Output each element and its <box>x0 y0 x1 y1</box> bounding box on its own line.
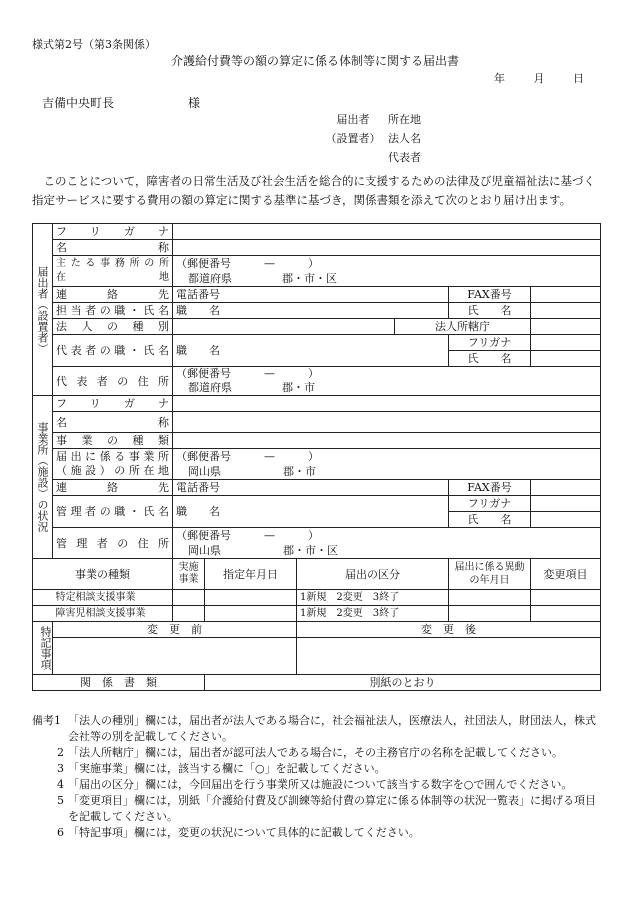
fax-label: FAX番号 <box>449 287 531 303</box>
facility-address-label: 届出に係る事業所 （施設）の所在地 <box>53 449 173 480</box>
applicant-label: 届出者 <box>336 113 370 126</box>
staff-label: 担当者の職・氏名 <box>53 303 173 319</box>
corp-type-label: 法人の種別 <box>53 319 173 335</box>
facility-furigana-label: フリガナ <box>53 396 173 412</box>
applicant-label-sub: （設置者） <box>325 132 381 145</box>
rep-furigana-field[interactable] <box>531 335 601 351</box>
row-division-options[interactable]: 1新規 2変更 3終了 <box>297 590 449 606</box>
note-item: 3 「実施事業」欄には，該当する欄に「○」を記載してください。 <box>57 762 386 775</box>
manager-label: 管理者の職・氏名 <box>53 496 173 528</box>
th-division: 届出の区分 <box>297 559 449 590</box>
facility-name-field[interactable] <box>173 412 601 433</box>
change-after-field[interactable] <box>297 638 601 675</box>
row-change-item-field[interactable] <box>531 590 601 606</box>
row-business-type: 障害児相談支援事業 <box>53 606 173 622</box>
manager-furigana-label: フリガナ <box>449 496 531 512</box>
form-number: 様式第2号（第3条関係） <box>32 38 156 51</box>
note-item: 備考1 「法人の種別」欄には，届出者が法人である場合に，社会福祉法人，医療法人，社団法人，財団法人，株式会社等の別を記載してください。 <box>32 714 596 743</box>
facility-phone-field[interactable]: 電話番号 <box>173 480 449 496</box>
manager-name-field[interactable] <box>531 512 601 528</box>
facility-contact-label: 連絡先 <box>53 480 173 496</box>
row-business-type: 特定相談支援事業 <box>53 590 173 606</box>
rep-address-label: 代表者の住所 <box>53 367 173 396</box>
addressee-name: 吉備中央町長 <box>42 96 115 110</box>
facility-postal[interactable]: （郵便番号 — ） <box>173 449 601 465</box>
change-after-label: 変 更 後 <box>297 622 601 638</box>
furigana-field[interactable] <box>173 224 601 240</box>
name-label: 名称 <box>53 240 173 256</box>
change-before-label: 変 更 前 <box>53 622 297 638</box>
note-item: 4 「届出の区分」欄には，今回届出を行う事業所又は施設について該当する数字を○で囲んでください。 <box>57 778 573 791</box>
related-docs-label: 関 係 書 類 <box>33 675 205 691</box>
rep-address-field[interactable]: （郵便番号 — ） 都道府県 郡・市 <box>173 367 601 396</box>
row-change-date-field[interactable] <box>449 606 531 622</box>
row-change-item-field[interactable] <box>531 606 601 622</box>
staff-name-label: 氏 名 <box>449 303 531 319</box>
date-day-label: 日 <box>573 72 584 85</box>
corp-office-label: 法人所轄庁 <box>395 319 531 335</box>
staff-name-field[interactable] <box>531 303 601 319</box>
facility-name-label: 名称 <box>53 412 173 433</box>
rep-position-field[interactable]: 職 名 <box>173 335 449 367</box>
intro-text: このことについて，障害者の日常生活及び社会生活を総合的に支援するための法律及び児童福祉法に基づく指定サービスに要する費用の額の算定に関する基準に基づき，関係書類を添えて次のとおり届け出ます。 <box>32 174 596 207</box>
contact-label: 連絡先 <box>53 287 173 303</box>
note-item: 6 「特記事項」欄には，変更の状況について具体的に記載してください。 <box>57 826 420 839</box>
change-before-field[interactable] <box>53 638 297 675</box>
notes-section <box>32 713 602 841</box>
date-year-label: 年 <box>494 72 505 85</box>
applicant-corp-label: 法人名 <box>388 132 421 145</box>
table-row <box>33 590 601 606</box>
furigana-label: フリガナ <box>53 224 173 240</box>
manager-position-field[interactable]: 職 名 <box>173 496 449 528</box>
addressee <box>42 94 200 111</box>
row-change-date-field[interactable] <box>449 590 531 606</box>
staff-position-field[interactable]: 職 名 <box>173 303 449 319</box>
related-docs-value: 別紙のとおり <box>205 675 601 691</box>
applicant-address-label: 所在地 <box>388 113 421 126</box>
th-designation-date: 指定年月日 <box>205 559 297 590</box>
manager-address-label: 管理者の住所 <box>53 528 173 559</box>
section-facility-label: 事業所（施設）の状況 <box>33 396 53 559</box>
manager-address-field[interactable]: 岡山県 郡・市・区 <box>173 543 601 559</box>
th-implemented: 実施事業 <box>173 559 205 590</box>
document-title: 介護給付費等の額の算定に係る体制等に関する届出書 <box>170 54 459 68</box>
special-notes-label: 特記事項 <box>33 622 53 675</box>
date-month-label: 月 <box>533 72 545 85</box>
th-change-item: 変更項目 <box>531 559 601 590</box>
section-applicant-label: 届出者（設置者） <box>33 224 53 396</box>
facility-address-field[interactable]: 岡山県 郡・市 <box>173 464 601 480</box>
application-form-table <box>32 223 601 691</box>
rep-name-field[interactable] <box>531 351 601 367</box>
office-prefecture-label: 都道府県 <box>188 272 232 285</box>
name-field[interactable] <box>173 240 601 256</box>
facility-type-field[interactable] <box>173 433 601 449</box>
row-implemented-field[interactable] <box>173 606 205 622</box>
table-row <box>33 606 601 622</box>
office-postal[interactable]: （郵便番号 — ） <box>173 256 601 272</box>
office-address-label: 主たる事務所の所 在地 <box>53 256 173 287</box>
addressee-suffix: 様 <box>188 96 201 110</box>
corp-type-field[interactable] <box>173 319 395 335</box>
date-line <box>494 70 584 86</box>
facility-fax-label: FAX番号 <box>449 480 531 496</box>
rep-furigana-label: フリガナ <box>449 335 531 351</box>
applicant-block <box>318 110 421 167</box>
manager-name-label: 氏 名 <box>449 512 531 528</box>
th-business-type: 事業の種類 <box>33 559 173 590</box>
row-implemented-field[interactable] <box>173 590 205 606</box>
office-city-label: 郡・市・区 <box>282 272 337 285</box>
row-division-options[interactable]: 1新規 2変更 3終了 <box>297 606 449 622</box>
row-designation-field[interactable] <box>205 606 297 622</box>
th-change-date: 届出に係る異動の年月日 <box>449 559 531 590</box>
row-designation-field[interactable] <box>205 590 297 606</box>
facility-furigana-field[interactable] <box>173 396 601 412</box>
manager-postal[interactable]: （郵便番号 — ） <box>173 528 601 544</box>
note-item: 5 「変更項目」欄には，別紙「介護給付費及び訓練等給付費の算定に係る体制等の状況一覧表」に掲げる項目を記載してください。 <box>57 794 596 823</box>
phone-field[interactable]: 電話番号 <box>173 287 449 303</box>
corp-office-field[interactable] <box>531 319 601 335</box>
facility-fax-field[interactable] <box>531 480 601 496</box>
note-item: 2 「法人所轄庁」欄には，届出者が認可法人である場合に，その主務官庁の名称を記載してください。 <box>57 746 563 759</box>
facility-type-label: 事業の種類 <box>53 433 173 449</box>
office-address-field[interactable] <box>173 271 601 287</box>
fax-field[interactable] <box>531 287 601 303</box>
manager-furigana-field[interactable] <box>531 496 601 512</box>
rep-name-label: 氏 名 <box>449 351 531 367</box>
rep-label: 代表者の職・氏名 <box>53 335 173 367</box>
applicant-rep-label: 代表者 <box>388 151 421 164</box>
